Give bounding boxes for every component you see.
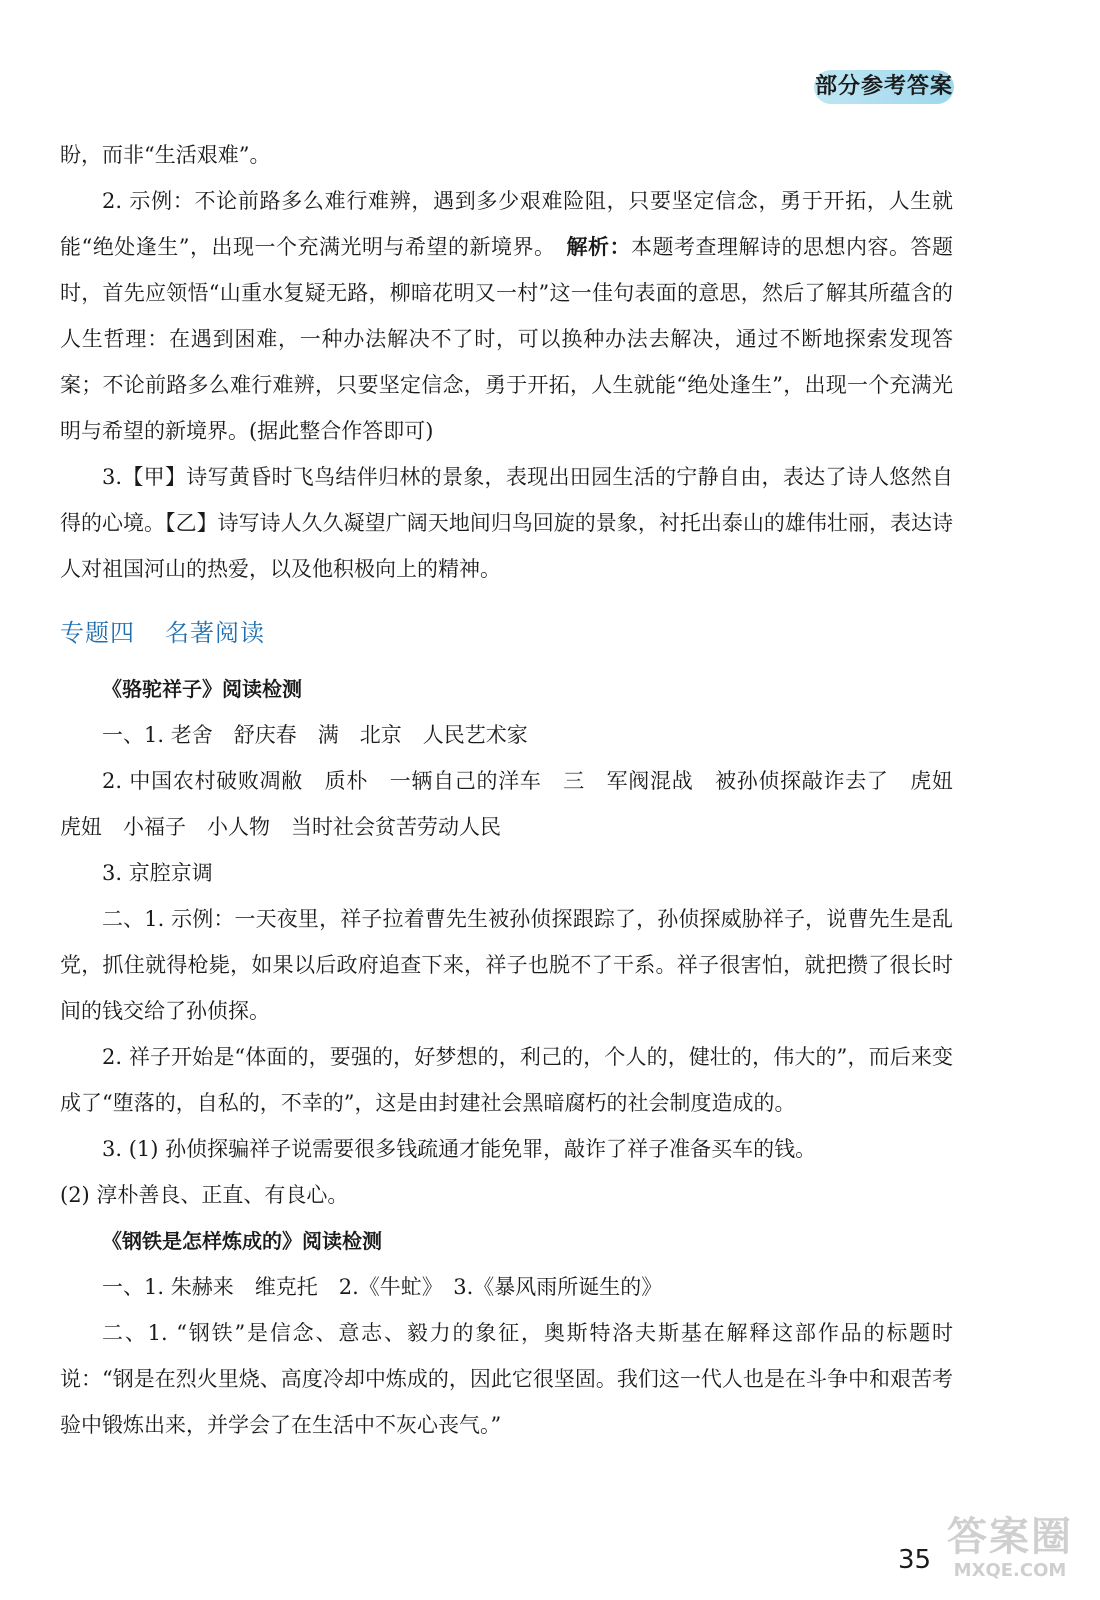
paragraph-1-end: 盼，而非“生活艰难”。: [60, 143, 271, 167]
luotuo-q1-1: 一、1. 老舍 舒庆春 满 北京 人民艺术家: [102, 723, 528, 747]
luotuo-q2-2: 2. 祥子开始是“体面的，要强的，好梦想的，利己的，个人的，健壮的，伟大的”，而后来变成了“堕落的，自私的，不幸的”，这是由封建社会黑暗腐朽的社会制度造成的。: [60, 1045, 953, 1115]
watermark-text: 答案圈: [947, 1514, 1073, 1560]
section-number: 专题四: [60, 619, 135, 647]
watermark-logo: [935, 1515, 1085, 1591]
watermark-url: MXQE.COM: [953, 1560, 1067, 1581]
luotuo-q1-2: 2. 中国农村破败凋敝 质朴 一辆自己的洋车 三 军阀混战 被孙侦探敲诈去了 虎妞 虎妞 小福子 小人物 当时社会贫苦劳动人民: [60, 769, 974, 839]
luotuo-q2-3: 3. (1) 孙侦探骗祥子说需要很多钱疏通才能免罪，敲诈了祥子准备买车的钱。: [102, 1137, 817, 1161]
page-content: [60, 132, 974, 1448]
paragraph-2-analysis: 本题考查理解诗的思想内容。答题时，首先应领悟“山重水复疑无路，柳暗花明又一村”这一佳句表面的意思，然后了解其所蕴含的人生哲理：在遇到困难，一种办法解决不了时，可以换种办法去解决，通过不断地探索发现答案；不论前路多么难行难辨，只要坚定信念，勇于开拓，人生就能“绝处逢生”，出现一个充满光明与希望的新境界。(据此整合作答即可): [60, 235, 954, 443]
paragraph-2: [60, 178, 953, 454]
luotuo-q2-1: 二、1. 示例：一天夜里，祥子拉着曹先生被孙侦探跟踪了，孙侦探威胁祥子，说曹先生是乱党，抓住就得枪毙，如果以后政府追查下来，祥子也脱不了干系。祥子很害怕，就把攒了很长时间的钱交给了孙侦探。: [60, 907, 953, 1023]
section-title: [60, 610, 953, 656]
luotuo-q1-3: 3. 京腔京调: [102, 861, 213, 885]
page-number: 35: [898, 1545, 932, 1575]
analysis-label: 解析：: [566, 235, 632, 259]
luotuo-title: 《骆驼祥子》阅读检测: [102, 677, 302, 701]
section-name: 名著阅读: [165, 619, 265, 647]
paragraph-3: 3.【甲】诗写黄昏时飞鸟结伴归林的景象，表现出田园生活的宁静自由，表达了诗人悠然自得的心境。【乙】诗写诗人久久凝望广阔天地间归鸟回旋的景象，衬托出泰山的雄伟壮丽，表达诗人对祖国河山的热爱，以及他积极向上的精神。: [60, 465, 953, 581]
header-badge: 部分参考答案: [814, 70, 954, 104]
paragraph-2-answer: 2. 示例：不论前路多么难行难辨，遇到多少艰难险阻，只要坚定信念，勇于开拓，人生就能“绝处逢生”，出现一个充满光明与希望的新境界。: [60, 189, 953, 259]
luotuo-q2-3b: (2) 淳朴善良、正直、有良心。: [60, 1183, 349, 1207]
gangtie-q2-1: 二、1. “钢铁”是信念、意志、毅力的象征，奥斯特洛夫斯基在解释这部作品的标题时说：“钢是在烈火里烧、高度冷却中炼成的，因此它很坚固。我们这一代人也是在斗争中和艰苦考验中锻炼出来，并学会了在生活中不灰心丧气。”: [60, 1321, 953, 1437]
gangtie-q1: 一、1. 朱赫来 维克托 2.《牛虻》 3.《暴风雨所诞生的》: [102, 1275, 663, 1299]
gangtie-title: 《钢铁是怎样炼成的》阅读检测: [102, 1229, 382, 1253]
